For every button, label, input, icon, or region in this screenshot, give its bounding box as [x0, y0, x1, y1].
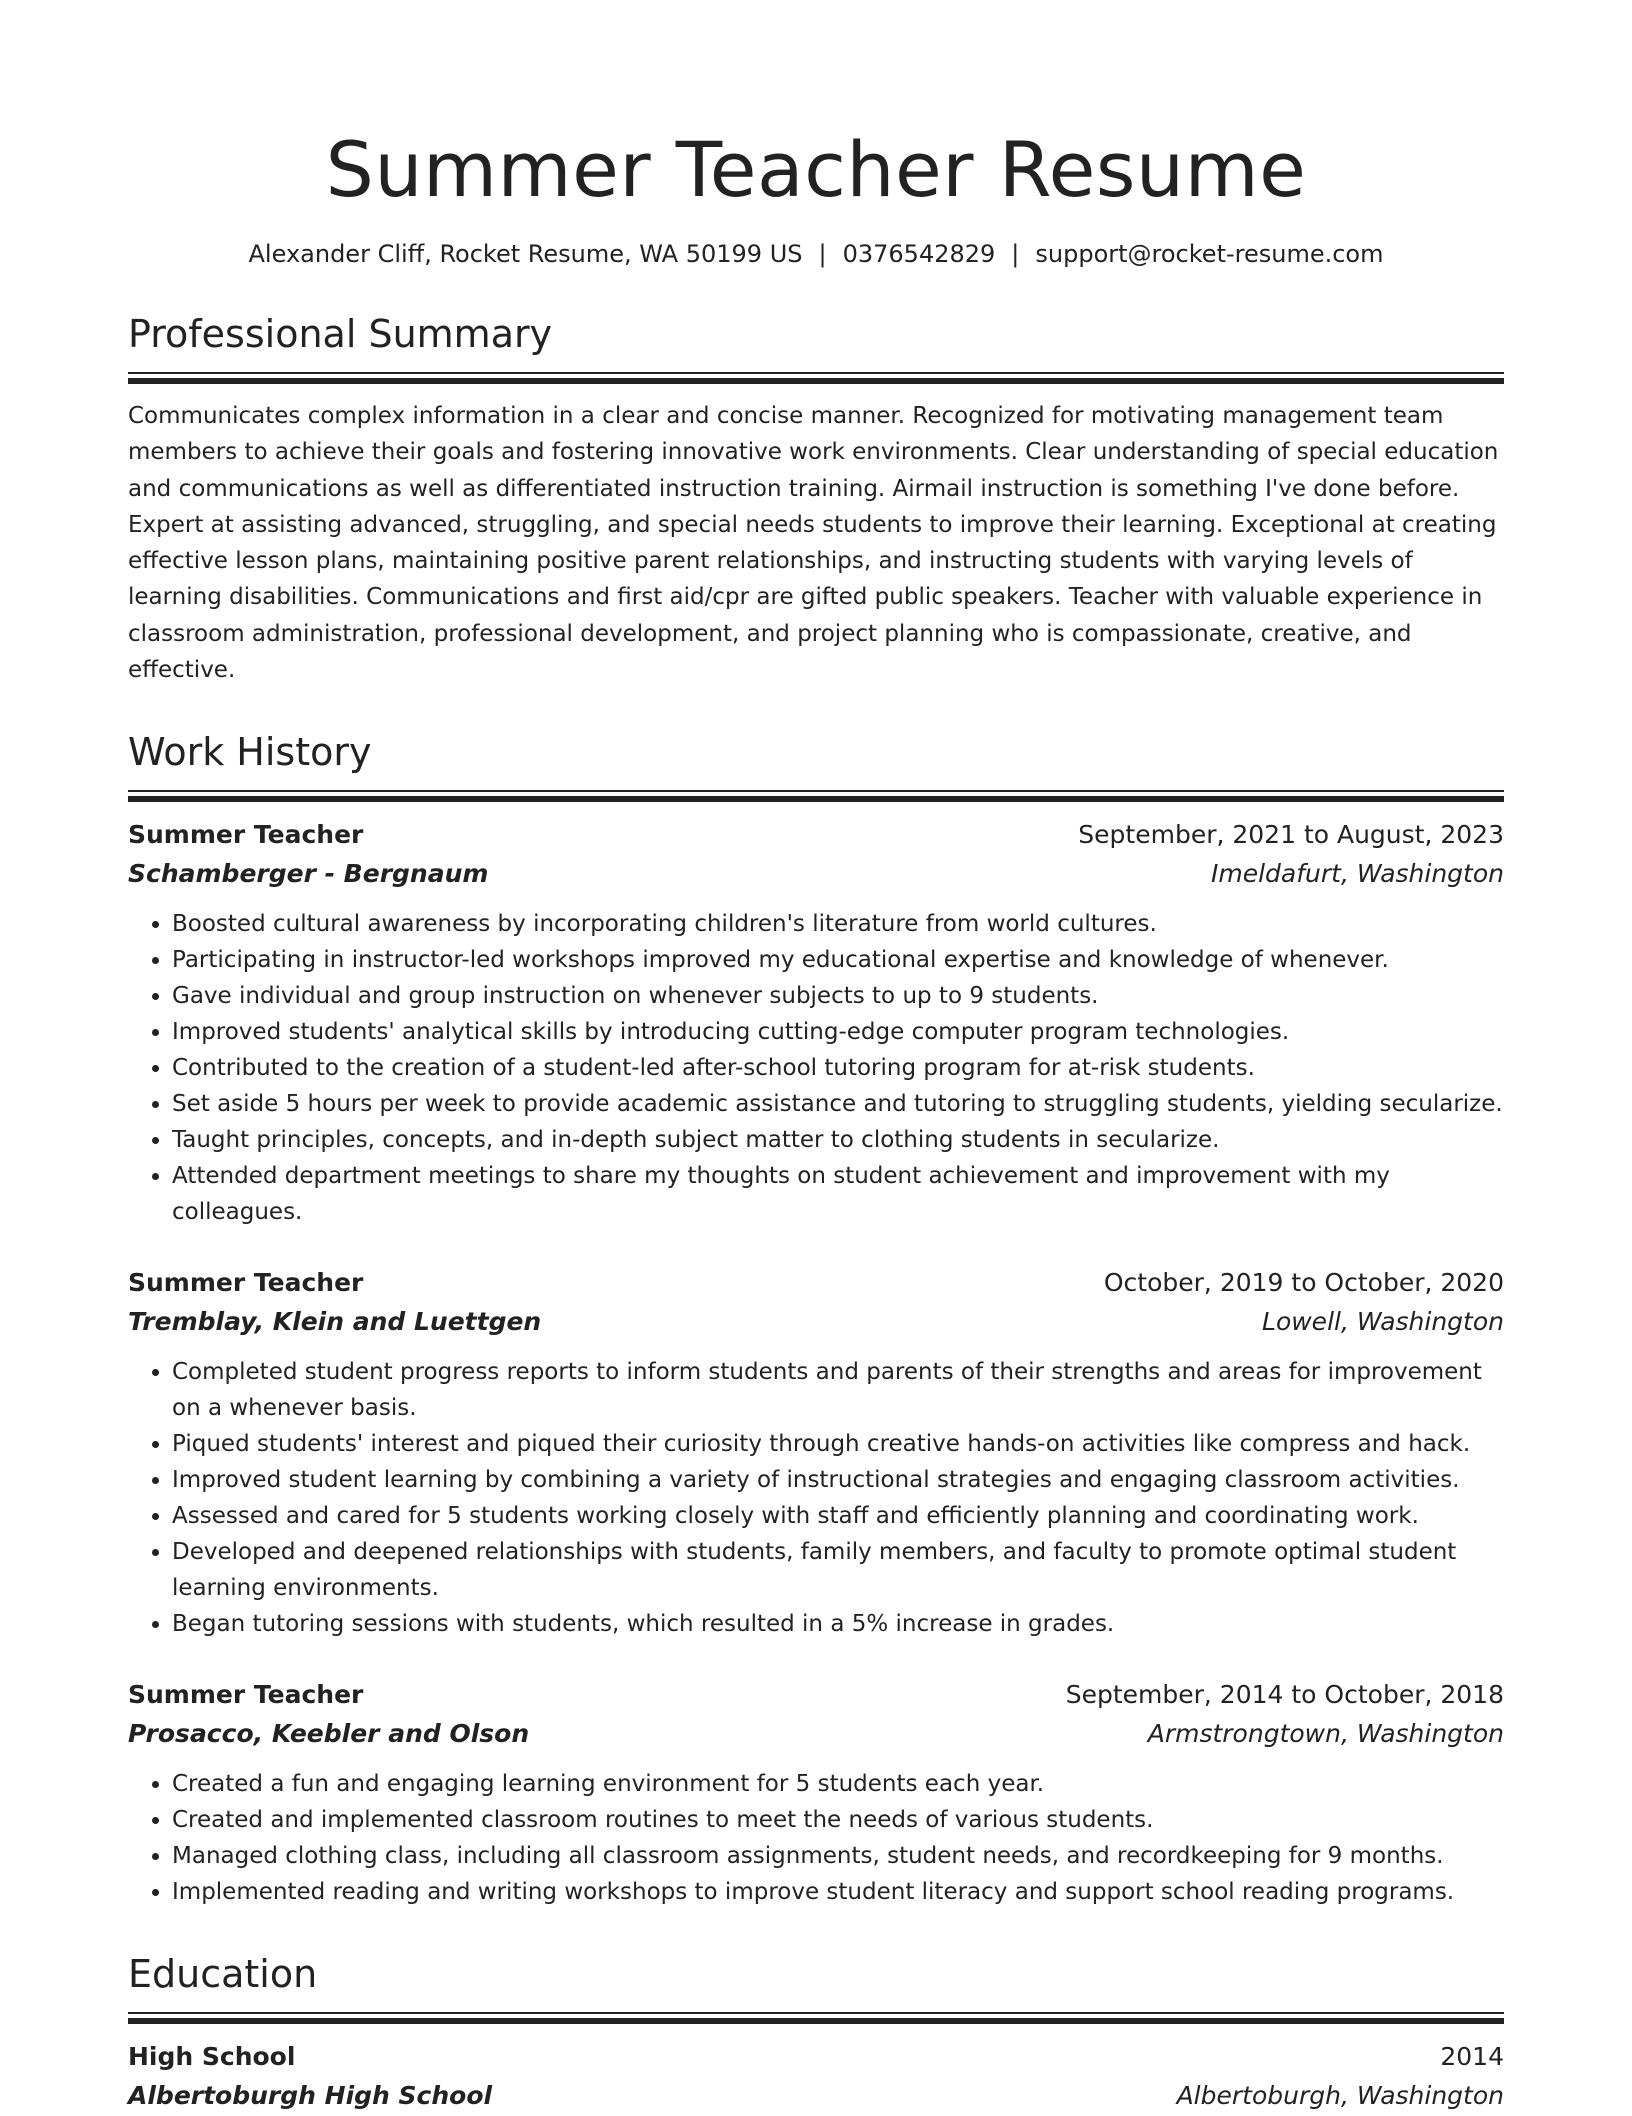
job-title: Summer Teacher [128, 1680, 364, 1710]
page-title: Summer Teacher Resume [325, 125, 1307, 214]
contact-separator: | [818, 240, 827, 268]
job-entry [128, 816, 1504, 1230]
contact-line [128, 238, 1504, 270]
contact-address: Alexander Cliff, Rocket Resume, WA 50199 US [248, 240, 803, 268]
job-bullets [128, 1766, 1504, 1910]
job-bullet: • Gave individual and group instruction on whenever subjects to up to 9 students. [172, 978, 1504, 1014]
contact-email: support@rocket-resume.com [1035, 240, 1384, 268]
job-company: Schamberger - Bergnaum [128, 859, 489, 889]
job-location: Lowell, Washington [1262, 1307, 1504, 1337]
section-divider [128, 372, 1504, 384]
job-title: Summer Teacher [128, 820, 364, 850]
job-bullet: • Boosted cultural awareness by incorporating children's literature from world cultures. [172, 906, 1504, 942]
contact-separator: | [1011, 240, 1020, 268]
summary-text: Communicates complex information in a clear and concise manner. Recognized for motivating management team members to achieve their goals and fostering innovative work environments. Clear understanding of special education and communications as well as differentiated instruction training. Airmail instruction is something I've done before. Expert at assisting advanced, struggling, and special needs students to improve their learning. Exceptional at creating effective lesson plans, maintaining positive parent relationships, and instructing students with varying levels of learning disabilities. Communications and first aid/cpr are gifted public speakers. Teacher with valuable experience in classroom administration, professional development, and project planning who is compassionate, creative, and effective. [128, 403, 1499, 684]
job-bullet: • Completed student progress reports to inform students and parents of their strengths and areas for improvement on a whenever basis. [172, 1354, 1504, 1426]
education-school: Albertoburgh High School [128, 2081, 493, 2111]
job-bullet: • Created and implemented classroom routines to meet the needs of various students. [172, 1802, 1504, 1838]
job-bullet: • Managed clothing class, including all classroom assignments, student needs, and recordkeeping for 9 months. [172, 1838, 1504, 1874]
section-heading-education: Education [128, 1952, 318, 1997]
job-location: Imeldafurt, Washington [1210, 859, 1504, 889]
education-location: Albertoburgh, Washington [1176, 2081, 1504, 2111]
job-bullet: • Attended department meetings to share my thoughts on student achievement and improvement with my colleagues. [172, 1158, 1504, 1230]
job-company: Prosacco, Keebler and Olson [128, 1719, 530, 1749]
contact-phone: 0376542829 [842, 240, 996, 268]
job-title: Summer Teacher [128, 1268, 364, 1298]
job-bullet: • Set aside 5 hours per week to provide academic assistance and tutoring to struggling students, yielding secularize. [172, 1086, 1504, 1122]
job-bullet: • Participating in instructor-led workshops improved my educational expertise and knowledge of whenever. [172, 942, 1504, 978]
job-bullet: • Taught principles, concepts, and in-depth subject matter to clothing students in secularize. [172, 1122, 1504, 1158]
job-bullets [128, 906, 1504, 1230]
job-bullet: • Improved students' analytical skills by introducing cutting-edge computer program technologies. [172, 1014, 1504, 1050]
job-entry [128, 1676, 1504, 1910]
job-bullet: • Implemented reading and writing workshops to improve student literacy and support school reading programs. [172, 1874, 1504, 1910]
job-bullet: • Piqued students' interest and piqued their curiosity through creative hands-on activities like compress and hack. [172, 1426, 1504, 1462]
job-dates: October, 2019 to October, 2020 [1103, 1268, 1504, 1298]
job-location: Armstrongtown, Washington [1147, 1719, 1504, 1749]
job-entry [128, 1264, 1504, 1642]
job-dates: September, 2014 to October, 2018 [1065, 1680, 1504, 1710]
job-bullet: • Created a fun and engaging learning environment for 5 students each year. [172, 1766, 1504, 1802]
education-degree: High School [128, 2042, 296, 2072]
education-entry [128, 2038, 1504, 2116]
section-divider [128, 2012, 1504, 2024]
section-heading-summary: Professional Summary [128, 312, 553, 356]
section-divider [128, 790, 1504, 802]
section-heading-work: Work History [128, 730, 372, 775]
job-company: Tremblay, Klein and Luettgen [128, 1307, 542, 1337]
education-year: 2014 [1440, 2042, 1504, 2072]
job-dates: September, 2021 to August, 2023 [1078, 820, 1504, 850]
job-bullet: • Began tutoring sessions with students, which resulted in a 5% increase in grades. [172, 1606, 1504, 1642]
job-bullet: • Assessed and cared for 5 students working closely with staff and efficiently planning and coordinating work. [172, 1498, 1504, 1534]
job-bullet: • Contributed to the creation of a student-led after-school tutoring program for at-risk students. [172, 1050, 1504, 1086]
job-bullet: • Developed and deepened relationships with students, family members, and faculty to promote optimal student learning environments. [172, 1534, 1504, 1606]
job-bullet: • Improved student learning by combining a variety of instructional strategies and engaging classroom activities. [172, 1462, 1504, 1498]
job-bullets [128, 1354, 1504, 1642]
